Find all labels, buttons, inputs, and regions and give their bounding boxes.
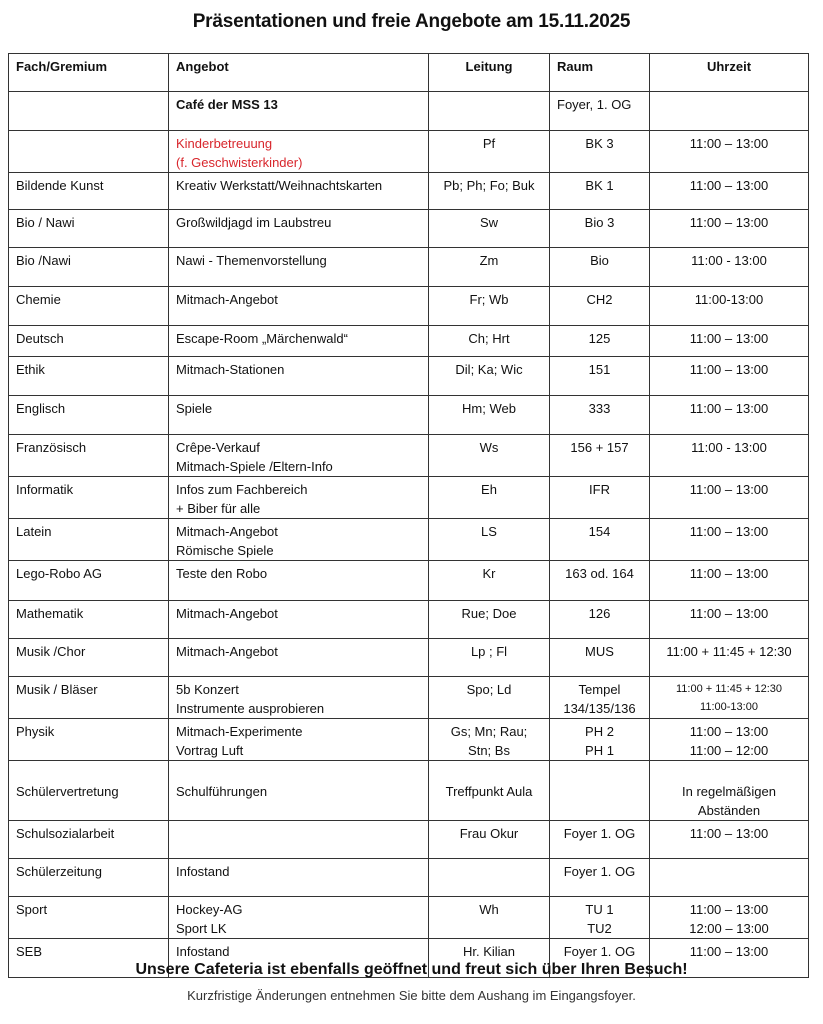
cell-fach (9, 639, 169, 677)
cell-uhrzeit (650, 561, 809, 601)
leitung-text: Sw (479, 215, 499, 230)
cell-uhrzeit (650, 897, 809, 939)
raum-text: BK 1 (585, 178, 614, 193)
table-row (9, 859, 809, 897)
cell-raum (550, 601, 650, 639)
cell-angebot (169, 248, 429, 287)
table-row (9, 677, 809, 719)
cell-angebot (169, 357, 429, 396)
fach-text: Musik / Bläser (16, 682, 98, 697)
uhrzeit-text: 11:00-13:00 (700, 701, 758, 713)
cell-raum (550, 639, 650, 677)
angebot-text: Kreativ Werkstatt/Weihnachtskarten (176, 178, 383, 193)
cell-uhrzeit (650, 287, 809, 326)
cell-uhrzeit (650, 519, 809, 561)
cell-raum (550, 396, 650, 435)
cell-uhrzeit (650, 357, 809, 396)
uhrzeit-text: 11:00 – 13:00 (689, 136, 769, 151)
raum-text: 134/135/136 (563, 701, 636, 716)
leitung-text: Fr; Wb (469, 292, 509, 307)
cell-fach (9, 519, 169, 561)
cell-raum (550, 897, 650, 939)
angebot-text: Mitmach-Angebot (176, 644, 278, 659)
table-row (9, 396, 809, 435)
table-row (9, 210, 809, 248)
cell-leitung (429, 761, 550, 821)
raum-text: 163 od. 164 (565, 566, 634, 581)
cell-raum (550, 357, 650, 396)
cell-angebot (169, 639, 429, 677)
fach-text: Ethik (16, 362, 45, 377)
cell-angebot (169, 326, 429, 357)
cell-leitung (429, 859, 550, 897)
cell-raum (550, 561, 650, 601)
cell-raum (550, 677, 650, 719)
table-row (9, 761, 809, 821)
cell-angebot (169, 396, 429, 435)
cell-uhrzeit (650, 210, 809, 248)
cell-raum (550, 92, 650, 131)
raum-text: MUS (585, 644, 614, 659)
cell-leitung (429, 92, 550, 131)
leitung-text: Eh (481, 482, 497, 497)
cell-raum (550, 210, 650, 248)
cell-angebot (169, 477, 429, 519)
angebot-text: Römische Spiele (176, 543, 274, 558)
raum-text: Foyer 1. OG (563, 944, 636, 959)
cell-angebot (169, 92, 429, 131)
cell-fach (9, 173, 169, 210)
angebot-text: Kinderbetreuung (176, 136, 273, 151)
angebot-text: Schulführungen (176, 784, 268, 799)
uhrzeit-text: 12:00 – 13:00 (689, 921, 769, 936)
table-row (9, 287, 809, 326)
cell-raum (550, 859, 650, 897)
fach-text: Latein (16, 524, 52, 539)
leitung-text: Spo; Ld (466, 682, 512, 697)
table-row (9, 92, 809, 131)
table-row (9, 639, 809, 677)
leitung-text: Ch; Hrt (468, 331, 510, 346)
cell-leitung (429, 821, 550, 859)
header-leitung: Leitung (429, 54, 550, 92)
fach-text: Bio / Nawi (16, 215, 75, 230)
table-header-row (9, 54, 809, 92)
raum-text: 125 (588, 331, 611, 346)
cell-angebot (169, 719, 429, 761)
leitung-text: Treffpunkt Aula (445, 784, 533, 799)
header-uhrzeit: Uhrzeit (650, 54, 809, 92)
cell-leitung (429, 519, 550, 561)
cell-fach (9, 326, 169, 357)
cell-fach (9, 131, 169, 173)
cell-fach (9, 859, 169, 897)
leitung-text: Hr. Kilian (462, 944, 516, 959)
cell-leitung (429, 210, 550, 248)
raum-text: Tempel (578, 682, 621, 697)
cafeteria-notice: Unsere Cafeteria ist ebenfalls geöffnet und freut sich über Ihren Besuch! (135, 961, 688, 978)
table-row (9, 248, 809, 287)
cell-fach (9, 92, 169, 131)
leitung-text: Frau Okur (459, 826, 519, 841)
cell-fach (9, 287, 169, 326)
fach-text: Bio /Nawi (16, 253, 71, 268)
angebot-text: Infos zum Fachbereich (176, 482, 308, 497)
cell-leitung (429, 477, 550, 519)
cell-leitung (429, 897, 550, 939)
cell-uhrzeit (650, 477, 809, 519)
leitung-text: Stn; Bs (468, 743, 510, 758)
raum-text: 333 (588, 401, 611, 416)
cell-uhrzeit (650, 639, 809, 677)
angebot-text: Mitmach-Angebot (176, 292, 278, 307)
raum-text: PH 2 (585, 724, 614, 739)
table-row (9, 326, 809, 357)
leitung-text: LS (481, 524, 497, 539)
cell-angebot (169, 601, 429, 639)
angebot-text: Escape-Room „Märchenwald“ (176, 331, 348, 346)
angebot-text: Infostand (176, 864, 230, 879)
cell-fach (9, 435, 169, 477)
cell-leitung (429, 639, 550, 677)
schedule-table (8, 53, 809, 978)
uhrzeit-text: 11:00 – 13:00 (689, 482, 769, 497)
angebot-text: Nawi - Themenvorstellung (176, 253, 327, 268)
cell-leitung (429, 287, 550, 326)
angebot-text: Hockey-AG (176, 902, 243, 917)
angebot-text: (f. Geschwisterkinder) (176, 155, 303, 170)
cell-fach (9, 561, 169, 601)
raum-text: Bio (590, 253, 609, 268)
cell-raum (550, 326, 650, 357)
cell-raum (550, 477, 650, 519)
uhrzeit-text: 11:00 – 13:00 (689, 826, 769, 841)
table-row (9, 477, 809, 519)
cell-uhrzeit (650, 435, 809, 477)
cell-fach (9, 719, 169, 761)
uhrzeit-text: 11:00 – 12:00 (689, 743, 769, 758)
cell-leitung (429, 248, 550, 287)
angebot-text: Vortrag Luft (176, 743, 244, 758)
raum-text: BK 3 (585, 136, 614, 151)
uhrzeit-text: Abständen (697, 803, 761, 818)
cell-leitung (429, 561, 550, 601)
cell-raum (550, 287, 650, 326)
angebot-text: Mitmach-Stationen (176, 362, 285, 377)
table-row (9, 519, 809, 561)
table-row (9, 435, 809, 477)
fach-text: Schulsozialarbeit (16, 826, 115, 841)
table-row (9, 821, 809, 859)
uhrzeit-text: 11:00 – 13:00 (689, 362, 769, 377)
uhrzeit-text: 11:00 – 13:00 (689, 331, 769, 346)
cell-raum (550, 248, 650, 287)
cell-angebot (169, 519, 429, 561)
leitung-text: Kr (482, 566, 496, 581)
uhrzeit-text: 11:00 – 13:00 (689, 178, 769, 193)
table-row (9, 719, 809, 761)
cell-leitung (429, 435, 550, 477)
cell-leitung (429, 357, 550, 396)
leitung-text: Lp ; Fl (470, 644, 508, 659)
raum-text: TU2 (587, 921, 612, 936)
cell-angebot (169, 561, 429, 601)
cell-leitung (429, 326, 550, 357)
cell-uhrzeit (650, 719, 809, 761)
uhrzeit-text: In regelmäßigen (682, 784, 776, 799)
changes-notice: Kurzfristige Änderungen entnehmen Sie bitte dem Aushang im Eingangsfoyer. (187, 988, 636, 1003)
header-raum: Raum (550, 54, 650, 92)
angebot-text: Café der MSS 13 (176, 97, 278, 112)
cell-angebot (169, 821, 429, 859)
leitung-text: Dil; Ka; Wic (455, 362, 523, 377)
cell-angebot (169, 173, 429, 210)
cell-raum (550, 173, 650, 210)
angebot-text: Teste den Robo (176, 566, 268, 581)
angebot-text: 5b Konzert (176, 682, 239, 697)
angebot-text: Mitmach-Angebot (176, 606, 278, 621)
uhrzeit-text: 11:00 – 13:00 (689, 902, 769, 917)
leitung-text: Wh (479, 902, 499, 917)
angebot-text: Mitmach-Spiele /Eltern-Info (176, 459, 333, 474)
cell-leitung (429, 677, 550, 719)
cell-fach (9, 761, 169, 821)
cell-angebot (169, 287, 429, 326)
angebot-text: Instrumente ausprobieren (176, 701, 325, 716)
cell-fach (9, 477, 169, 519)
cell-raum (550, 761, 650, 821)
cell-angebot (169, 859, 429, 897)
cell-angebot (169, 131, 429, 173)
angebot-text: + Biber für alle (176, 501, 261, 516)
fach-text: Informatik (16, 482, 74, 497)
cell-uhrzeit (650, 761, 809, 821)
fach-text: Englisch (16, 401, 66, 416)
cell-uhrzeit (650, 396, 809, 435)
fach-text: Physik (16, 724, 55, 739)
cell-leitung (429, 131, 550, 173)
cell-uhrzeit (650, 173, 809, 210)
cell-leitung (429, 719, 550, 761)
page-title: Präsentationen und freie Angebote am 15.11.2025 (192, 11, 631, 32)
cell-raum (550, 435, 650, 477)
raum-text: Foyer 1. OG (563, 864, 636, 879)
uhrzeit-text: 11:00 – 13:00 (689, 401, 769, 416)
uhrzeit-text: 11:00-13:00 (694, 292, 764, 307)
uhrzeit-text: 11:00 – 13:00 (689, 524, 769, 539)
cell-leitung (429, 396, 550, 435)
raum-text: IFR (589, 482, 610, 497)
raum-text: CH2 (586, 292, 613, 307)
uhrzeit-text: 11:00 - 13:00 (691, 253, 767, 268)
angebot-text: Crêpe-Verkauf (176, 440, 260, 455)
leitung-text: Rue; Doe (461, 606, 517, 621)
raum-text: Foyer, 1. OG (557, 97, 632, 112)
cell-angebot (169, 210, 429, 248)
cell-angebot (169, 435, 429, 477)
leitung-text: Ws (479, 440, 499, 455)
fach-text: Schülervertretung (16, 784, 119, 799)
cell-fach (9, 601, 169, 639)
angebot-text: Spiele (176, 401, 213, 416)
angebot-text: Mitmach-Angebot (176, 524, 278, 539)
cell-leitung (429, 601, 550, 639)
cell-angebot (169, 897, 429, 939)
uhrzeit-text: 11:00 – 13:00 (689, 606, 769, 621)
table-row (9, 897, 809, 939)
leitung-text: Pf (482, 136, 496, 151)
table-row (9, 561, 809, 601)
cell-angebot (169, 761, 429, 821)
cell-uhrzeit (650, 131, 809, 173)
fach-text: Musik /Chor (16, 644, 86, 659)
raum-text: 156 + 157 (570, 440, 629, 455)
header-angebot: Angebot (169, 54, 429, 92)
table-row (9, 173, 809, 210)
raum-text: 126 (588, 606, 611, 621)
angebot-text: Mitmach-Experimente (176, 724, 303, 739)
uhrzeit-text: 11:00 – 13:00 (689, 566, 769, 581)
fach-text: Deutsch (16, 331, 64, 346)
cell-uhrzeit (650, 821, 809, 859)
angebot-text: Infostand (176, 944, 230, 959)
cell-fach (9, 821, 169, 859)
raum-text: Foyer 1. OG (563, 826, 636, 841)
cell-leitung (429, 173, 550, 210)
raum-text: 151 (588, 362, 611, 377)
cell-uhrzeit (650, 677, 809, 719)
angebot-text: Sport LK (176, 921, 227, 936)
cell-uhrzeit (650, 248, 809, 287)
cell-raum (550, 821, 650, 859)
cell-fach (9, 357, 169, 396)
cell-fach (9, 248, 169, 287)
leitung-text: Pb; Ph; Fo; Buk (443, 178, 535, 193)
fach-text: Mathematik (16, 606, 84, 621)
uhrzeit-text: 11:00 + 11:45 + 12:30 (675, 683, 783, 695)
cell-fach (9, 210, 169, 248)
table-row (9, 131, 809, 173)
cell-uhrzeit (650, 326, 809, 357)
table-row (9, 601, 809, 639)
raum-text: TU 1 (585, 902, 614, 917)
leitung-text: Zm (479, 253, 499, 268)
raum-text: PH 1 (585, 743, 614, 758)
cell-uhrzeit (650, 859, 809, 897)
cell-uhrzeit (650, 601, 809, 639)
cell-raum (550, 519, 650, 561)
cell-raum (550, 131, 650, 173)
fach-text: Sport (16, 902, 48, 917)
leitung-text: Gs; Mn; Rau; (450, 724, 528, 739)
leitung-text: Hm; Web (462, 401, 516, 416)
cell-fach (9, 897, 169, 939)
table-row (9, 357, 809, 396)
fach-text: Französisch (16, 440, 87, 455)
cell-raum (550, 719, 650, 761)
cell-angebot (169, 677, 429, 719)
cell-fach (9, 396, 169, 435)
uhrzeit-text: 11:00 + 11:45 + 12:30 (666, 644, 792, 659)
fach-text: SEB (16, 944, 43, 959)
fach-text: Lego-Robo AG (16, 566, 103, 581)
header-fach: Fach/Gremium (9, 54, 169, 92)
uhrzeit-text: 11:00 – 13:00 (689, 724, 769, 739)
fach-text: Chemie (16, 292, 61, 307)
fach-text: Bildende Kunst (16, 178, 104, 193)
uhrzeit-text: 11:00 - 13:00 (691, 440, 767, 455)
raum-text: Bio 3 (584, 215, 615, 230)
uhrzeit-text: 11:00 – 13:00 (689, 944, 769, 959)
cell-uhrzeit (650, 92, 809, 131)
fach-text: Schülerzeitung (16, 864, 102, 879)
uhrzeit-text: 11:00 – 13:00 (689, 215, 769, 230)
angebot-text: Großwildjagd im Laubstreu (176, 215, 332, 230)
raum-text: 154 (588, 524, 611, 539)
cell-fach (9, 677, 169, 719)
